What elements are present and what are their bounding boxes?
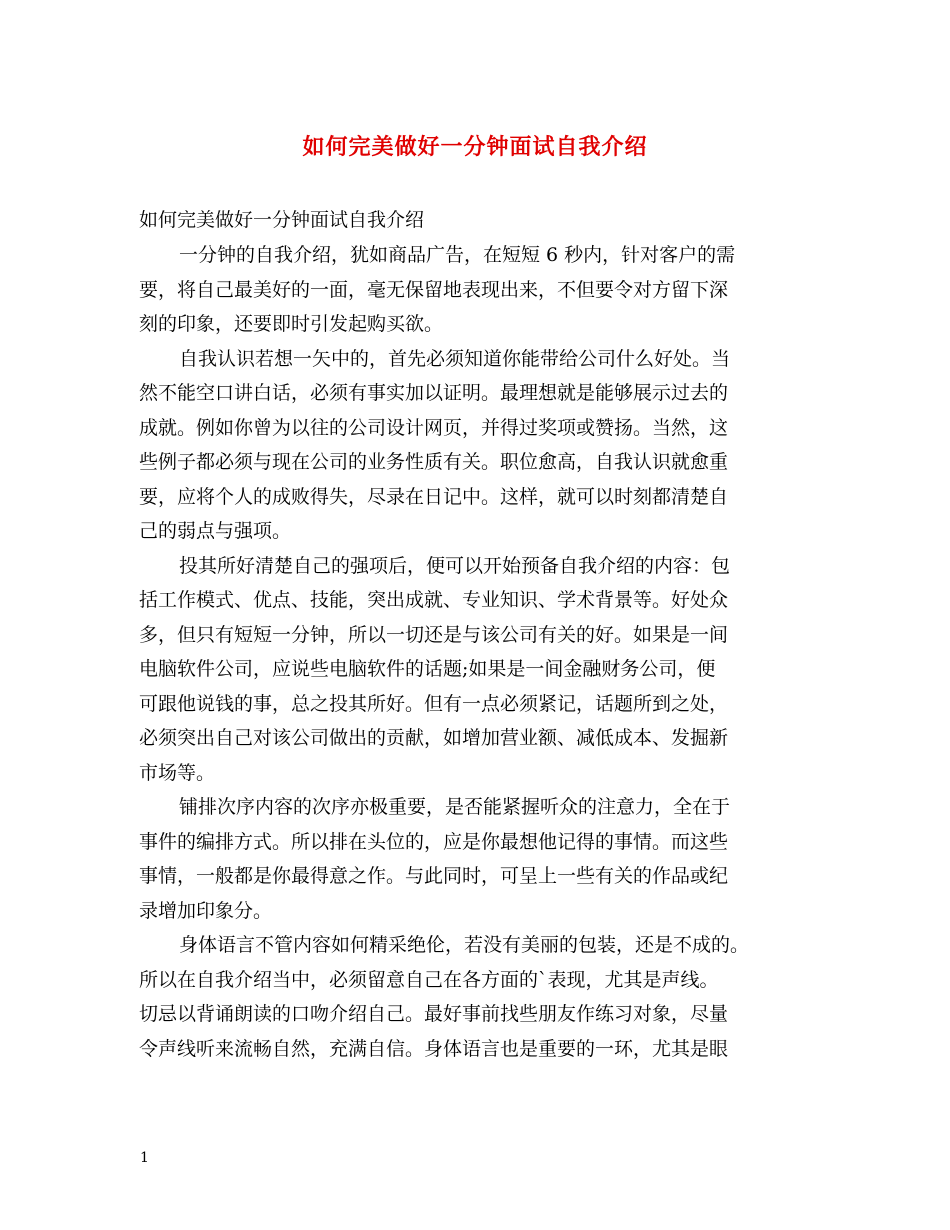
text-line: 己的弱点与强项。 [139, 520, 292, 542]
text-line: 电脑软件公司，应说些电脑软件的话题;如果是一间金融财务公司，便 [139, 658, 716, 680]
text-line: 铺排次序内容的次序亦极重要，是否能紧握听众的注意力，全在于 [179, 796, 731, 818]
text-line: 身体语言不管内容如何精采绝伦，若没有美丽的包装，还是不成的。 [179, 934, 750, 956]
document-subtitle: 如何完美做好一分钟面试自我介绍 [139, 209, 425, 231]
text-line: 些例子都必须与现在公司的业务性质有关。职位愈高，自我认识就愈重 [139, 451, 729, 473]
text-line: 市场等。 [139, 761, 216, 784]
text-line: 必须突出自己对该公司做出的贡献，如增加营业额、减低成本、发掘新 [139, 727, 729, 749]
text-line: 投其所好清楚自己的强项后，便可以开始预备自我介绍的内容：包 [179, 554, 731, 577]
text-line: 要，将自己最美好的一面，毫无保留地表现出来，不但要令对方留下深 [139, 278, 729, 301]
text-line: 录增加印象分。 [139, 899, 273, 922]
text-line: 成就。例如你曾为以往的公司设计网页，并得过奖项或赞扬。当然，这 [139, 416, 729, 439]
text-line: 自我认识若想一矢中的，首先必须知道你能带给公司什么好处。当 [179, 347, 731, 370]
text-line: 一分钟的自我介绍，犹如商品广告，在短短 6 秒内，针对客户的需 [179, 244, 736, 266]
document-title: 如何完美做好一分钟面试自我介绍 [302, 134, 648, 160]
page-number: 1 [140, 1150, 149, 1166]
text-line: 事件的编排方式。所以排在头位的，应是你最想他记得的事情。而这些 [139, 830, 729, 853]
text-line: 事情，一般都是你最得意之作。与此同时，可呈上一些有关的作品或纪 [139, 865, 729, 887]
text-line: 所以在自我介绍当中，必须留意自己在各方面的`表现，尤其是声线。 [139, 968, 719, 991]
document-body [139, 238, 814, 1066]
text-line: 令声线听来流畅自然，充满自信。身体语言也是重要的一环，尤其是眼 [139, 1037, 729, 1060]
text-line: 可跟他说钱的事，总之投其所好。但有一点必须紧记，话题所到之处， [139, 692, 729, 715]
text-line: 然不能空口讲白话，必须有事实加以证明。最理想就是能够展示过去的 [139, 382, 729, 404]
text-line: 括工作模式、优点、技能，突出成就、专业知识、学术背景等。好处众 [139, 589, 729, 611]
text-line: 多，但只有短短一分钟，所以一切还是与该公司有关的好。如果是一间 [139, 623, 729, 646]
text-line: 切忌以背诵朗读的口吻介绍自己。最好事前找些朋友作练习对象，尽量 [139, 1003, 729, 1025]
text-line: 刻的印象，还要即时引发起购买欲。 [139, 313, 444, 335]
text-line: 要，应将个人的成败得失，尽录在日记中。这样，就可以时刻都清楚自 [139, 485, 729, 508]
